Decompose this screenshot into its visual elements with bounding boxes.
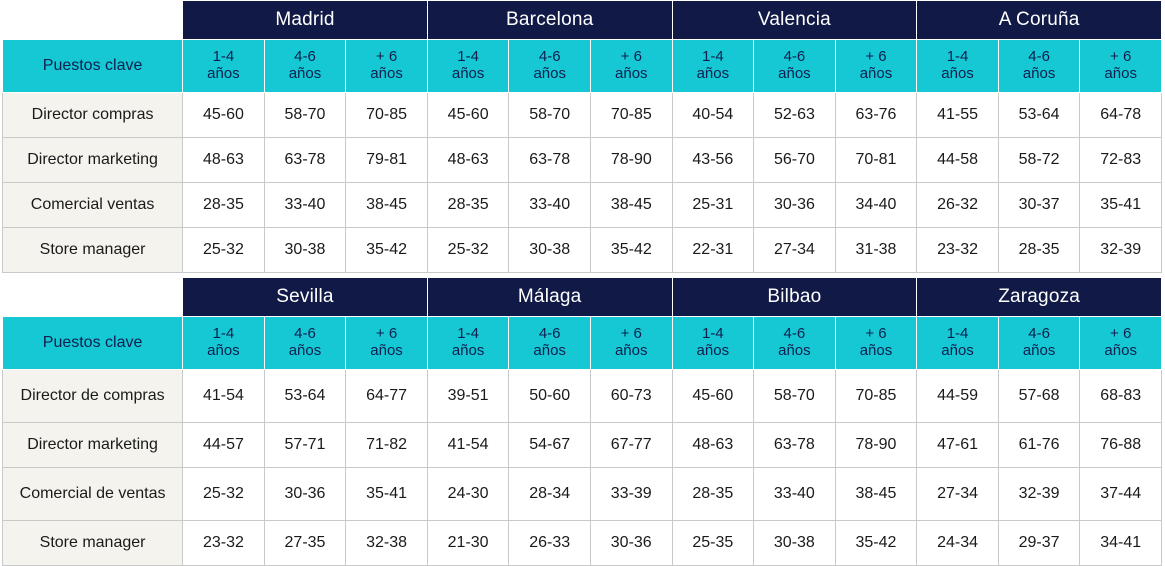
salary-range-cell: 52-63 <box>754 93 836 138</box>
salary-range-cell: 33-40 <box>264 183 346 228</box>
year-band-unit: años <box>1104 65 1137 82</box>
salary-range-cell: 25-35 <box>672 521 754 566</box>
year-band-header-cell <box>672 317 754 370</box>
year-band-range: 4-6 <box>538 48 561 66</box>
key-positions-header: Puestos clave <box>3 40 183 93</box>
salary-table-block-1 <box>2 0 1162 273</box>
year-band-header-cell <box>346 40 428 93</box>
year-band-unit: años <box>207 342 240 359</box>
salary-range-cell: 44-58 <box>917 138 999 183</box>
year-band-range: 1-4 <box>701 325 724 343</box>
salary-range-cell: 64-78 <box>1080 93 1162 138</box>
city-header-cell: Bilbao <box>672 278 917 317</box>
salary-range-cell: 72-83 <box>1080 138 1162 183</box>
salary-range-cell: 28-35 <box>427 183 509 228</box>
year-band-header-cell <box>998 40 1080 93</box>
salary-range-cell: 41-55 <box>917 93 999 138</box>
city-header-cell: Barcelona <box>427 1 672 40</box>
table-row <box>3 468 1162 521</box>
year-band-range: 1-4 <box>946 325 969 343</box>
year-band-header-cell <box>590 40 672 93</box>
year-band-range: + 6 <box>620 48 642 66</box>
year-band-range: + 6 <box>1110 48 1132 66</box>
city-header-cell: Madrid <box>183 1 428 40</box>
year-band-unit: años <box>451 342 485 359</box>
salary-range-cell: 63-78 <box>754 423 836 468</box>
salary-range-cell: 58-70 <box>754 370 836 423</box>
salary-range-cell: 25-32 <box>427 228 509 273</box>
salary-range-cell: 35-42 <box>590 228 672 273</box>
salary-range-cell: 29-37 <box>998 521 1080 566</box>
year-band-header-cell <box>509 40 591 93</box>
salary-range-cell: 70-81 <box>835 138 917 183</box>
city-header-cell: Valencia <box>672 1 917 40</box>
year-band-unit: años <box>288 342 322 359</box>
salary-range-cell: 45-60 <box>672 370 754 423</box>
year-band-range: 1-4 <box>457 325 479 343</box>
year-band-header-cell <box>183 40 265 93</box>
salary-range-cell: 54-67 <box>509 423 591 468</box>
salary-range-cell: 57-68 <box>998 370 1080 423</box>
year-band-range: 4-6 <box>783 48 806 66</box>
salary-range-cell: 31-38 <box>835 228 917 273</box>
year-band-header-cell <box>754 317 836 370</box>
salary-range-cell: 21-30 <box>427 521 509 566</box>
city-header-cell: Zaragoza <box>917 278 1162 317</box>
year-band-header-cell <box>917 317 999 370</box>
salary-range-cell: 24-30 <box>427 468 509 521</box>
salary-range-cell: 40-54 <box>672 93 754 138</box>
salary-range-cell: 63-78 <box>264 138 346 183</box>
row-label: Director marketing <box>3 138 183 183</box>
salary-range-cell: 23-32 <box>917 228 999 273</box>
salary-range-cell: 47-61 <box>917 423 999 468</box>
salary-range-cell: 25-32 <box>183 468 265 521</box>
row-label: Comercial ventas <box>3 183 183 228</box>
salary-range-cell: 35-41 <box>346 468 428 521</box>
city-header-cell: Málaga <box>427 278 672 317</box>
year-band-unit: años <box>696 65 730 82</box>
year-band-range: + 6 <box>375 325 398 343</box>
salary-range-cell: 33-39 <box>590 468 672 521</box>
salary-range-cell: 35-42 <box>346 228 428 273</box>
salary-range-cell: 70-85 <box>590 93 672 138</box>
salary-range-cell: 68-83 <box>1080 370 1162 423</box>
row-label: Director marketing <box>3 423 183 468</box>
year-band-unit: años <box>778 342 811 359</box>
salary-range-cell: 28-34 <box>509 468 591 521</box>
year-band-range: 4-6 <box>294 325 316 343</box>
year-band-unit: años <box>778 65 811 82</box>
salary-range-cell: 44-57 <box>183 423 265 468</box>
salary-range-cell: 23-32 <box>183 521 265 566</box>
year-band-header-row <box>3 40 1162 93</box>
city-header-row <box>3 1 1162 40</box>
salary-range-cell: 57-71 <box>264 423 346 468</box>
salary-range-cell: 45-60 <box>427 93 509 138</box>
year-band-header-cell <box>917 40 999 93</box>
salary-range-cell: 35-42 <box>835 521 917 566</box>
salary-range-cell: 33-40 <box>509 183 591 228</box>
year-band-header-cell <box>1080 317 1162 370</box>
salary-range-cell: 27-34 <box>754 228 836 273</box>
year-band-unit: años <box>451 65 485 82</box>
year-band-range: 1-4 <box>212 48 235 66</box>
year-band-header-cell <box>835 40 917 93</box>
salary-range-cell: 28-35 <box>183 183 265 228</box>
salary-range-cell: 71-82 <box>346 423 428 468</box>
year-band-range: 4-6 <box>294 48 316 66</box>
row-label: Director de compras <box>3 370 183 423</box>
year-band-header-cell <box>754 40 836 93</box>
year-band-header-cell <box>264 317 346 370</box>
salary-range-cell: 48-63 <box>427 138 509 183</box>
year-band-range: + 6 <box>620 325 642 343</box>
key-positions-header: Puestos clave <box>3 317 183 370</box>
year-band-unit: años <box>859 65 893 82</box>
year-band-range: 1-4 <box>212 325 235 343</box>
salary-range-cell: 67-77 <box>590 423 672 468</box>
table-row <box>3 138 1162 183</box>
year-band-header-cell <box>427 40 509 93</box>
year-band-range: 1-4 <box>457 48 479 66</box>
year-band-header-cell <box>264 40 346 93</box>
salary-range-cell: 28-35 <box>672 468 754 521</box>
salary-range-cell: 38-45 <box>835 468 917 521</box>
salary-range-cell: 70-85 <box>835 370 917 423</box>
salary-range-cell: 32-39 <box>998 468 1080 521</box>
salary-range-cell: 35-41 <box>1080 183 1162 228</box>
row-label: Comercial de ventas <box>3 468 183 521</box>
salary-range-cell: 58-70 <box>509 93 591 138</box>
year-band-header-cell <box>590 317 672 370</box>
salary-range-cell: 79-81 <box>346 138 428 183</box>
salary-range-cell: 22-31 <box>672 228 754 273</box>
table-row <box>3 370 1162 423</box>
year-band-range: 4-6 <box>538 325 561 343</box>
salary-range-cell: 26-32 <box>917 183 999 228</box>
year-band-range: 4-6 <box>1028 325 1050 343</box>
row-label: Director compras <box>3 93 183 138</box>
salary-range-cell: 78-90 <box>590 138 672 183</box>
salary-range-cell: 56-70 <box>754 138 836 183</box>
year-band-unit: años <box>370 65 403 82</box>
salary-range-cell: 38-45 <box>346 183 428 228</box>
salary-range-cell: 30-38 <box>509 228 591 273</box>
corner-blank-cell <box>3 278 183 317</box>
salary-range-cell: 26-33 <box>509 521 591 566</box>
year-band-unit: años <box>207 65 240 82</box>
city-header-row <box>3 278 1162 317</box>
salary-range-cell: 25-31 <box>672 183 754 228</box>
salary-range-cell: 32-38 <box>346 521 428 566</box>
city-header-cell: A Coruña <box>917 1 1162 40</box>
year-band-header-cell <box>509 317 591 370</box>
table-row <box>3 183 1162 228</box>
year-band-unit: años <box>941 342 974 359</box>
year-band-unit: años <box>1022 65 1056 82</box>
year-band-unit: años <box>859 342 893 359</box>
year-band-range: + 6 <box>865 325 887 343</box>
corner-blank-cell <box>3 1 183 40</box>
salary-range-cell: 48-63 <box>672 423 754 468</box>
salary-range-cell: 30-36 <box>590 521 672 566</box>
table-row <box>3 93 1162 138</box>
salary-range-cell: 30-36 <box>264 468 346 521</box>
table-row <box>3 228 1162 273</box>
salary-range-cell: 78-90 <box>835 423 917 468</box>
year-band-unit: años <box>288 65 322 82</box>
salary-range-cell: 33-40 <box>754 468 836 521</box>
year-band-header-row <box>3 317 1162 370</box>
salary-range-cell: 76-88 <box>1080 423 1162 468</box>
salary-range-cell: 43-56 <box>672 138 754 183</box>
year-band-header-cell <box>672 40 754 93</box>
year-band-unit: años <box>533 65 566 82</box>
salary-range-cell: 45-60 <box>183 93 265 138</box>
year-band-range: + 6 <box>865 48 887 66</box>
salary-range-cell: 25-32 <box>183 228 265 273</box>
table-row <box>3 521 1162 566</box>
salary-range-cell: 28-35 <box>998 228 1080 273</box>
year-band-unit: años <box>1104 342 1137 359</box>
year-band-header-cell <box>1080 40 1162 93</box>
salary-range-cell: 58-70 <box>264 93 346 138</box>
salary-range-cell: 70-85 <box>346 93 428 138</box>
salary-range-cell: 41-54 <box>427 423 509 468</box>
year-band-range: 1-4 <box>702 48 724 66</box>
city-header-cell: Sevilla <box>183 278 428 317</box>
year-band-range: + 6 <box>375 48 398 66</box>
year-band-header-cell <box>346 317 428 370</box>
salary-range-cell: 63-76 <box>835 93 917 138</box>
salary-range-cell: 41-54 <box>183 370 265 423</box>
salary-range-cell: 44-59 <box>917 370 999 423</box>
salary-range-cell: 27-35 <box>264 521 346 566</box>
salary-range-cell: 39-51 <box>427 370 509 423</box>
salary-range-cell: 50-60 <box>509 370 591 423</box>
salary-range-cell: 27-34 <box>917 468 999 521</box>
year-band-unit: años <box>1022 342 1056 359</box>
salary-table-block-2 <box>2 277 1162 566</box>
year-band-range: 1-4 <box>946 48 969 66</box>
salary-range-cell: 63-78 <box>509 138 591 183</box>
row-label: Store manager <box>3 521 183 566</box>
salary-range-cell: 53-64 <box>264 370 346 423</box>
salary-range-cell: 64-77 <box>346 370 428 423</box>
salary-range-cell: 37-44 <box>1080 468 1162 521</box>
year-band-unit: años <box>941 65 974 82</box>
salary-range-cell: 32-39 <box>1080 228 1162 273</box>
salary-range-cell: 30-38 <box>754 521 836 566</box>
salary-range-cell: 48-63 <box>183 138 265 183</box>
salary-range-cell: 30-38 <box>264 228 346 273</box>
salary-range-cell: 24-34 <box>917 521 999 566</box>
year-band-header-cell <box>183 317 265 370</box>
year-band-range: 4-6 <box>1028 48 1050 66</box>
salary-range-cell: 34-40 <box>835 183 917 228</box>
year-band-unit: años <box>370 342 403 359</box>
salary-range-cell: 61-76 <box>998 423 1080 468</box>
salary-range-cell: 30-37 <box>998 183 1080 228</box>
year-band-unit: años <box>533 342 566 359</box>
year-band-header-cell <box>427 317 509 370</box>
table-row <box>3 423 1162 468</box>
year-band-unit: años <box>614 342 648 359</box>
salary-range-cell: 53-64 <box>998 93 1080 138</box>
row-label: Store manager <box>3 228 183 273</box>
salary-range-cell: 60-73 <box>590 370 672 423</box>
year-band-header-cell <box>835 317 917 370</box>
salary-range-cell: 58-72 <box>998 138 1080 183</box>
year-band-unit: años <box>615 65 648 82</box>
year-band-range: + 6 <box>1110 325 1132 343</box>
salary-range-cell: 38-45 <box>590 183 672 228</box>
salary-range-cell: 30-36 <box>754 183 836 228</box>
year-band-header-cell <box>998 317 1080 370</box>
year-band-unit: años <box>696 342 730 359</box>
year-band-range: 4-6 <box>783 325 806 343</box>
salary-range-cell: 34-41 <box>1080 521 1162 566</box>
